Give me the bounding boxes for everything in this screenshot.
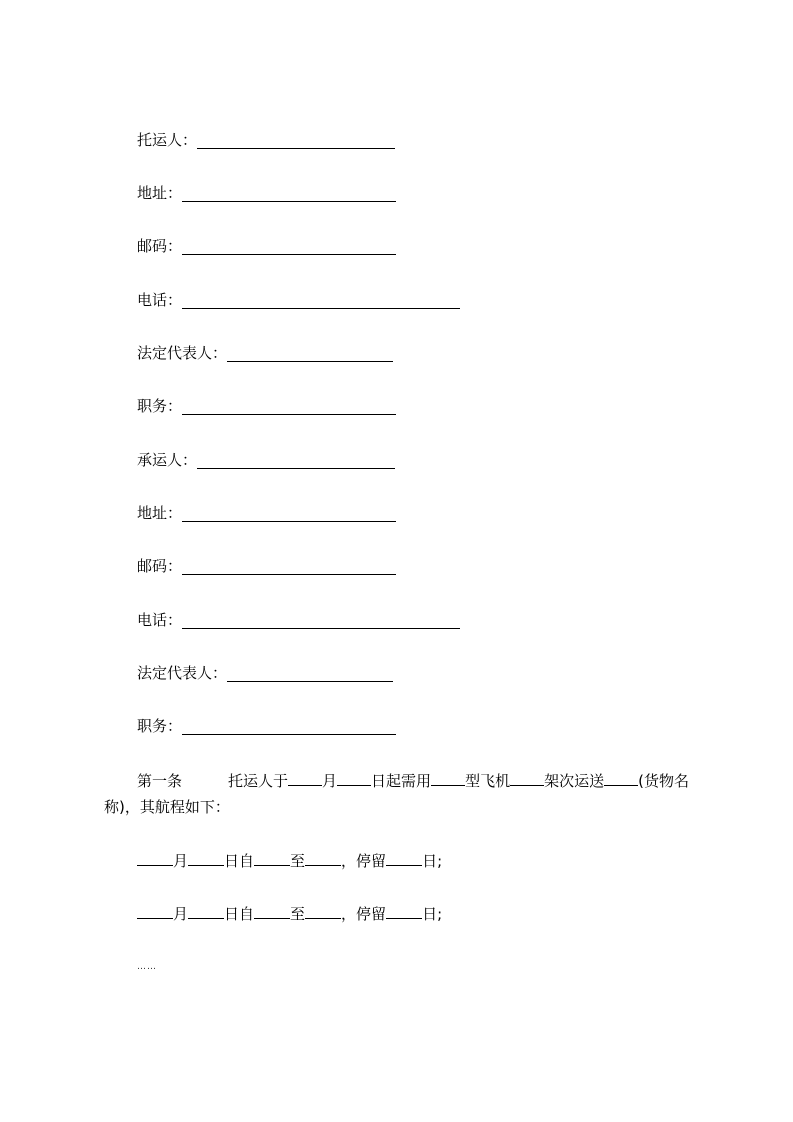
carrier-postcode-field bbox=[137, 557, 396, 575]
itinerary-blank-month[interactable] bbox=[137, 851, 173, 866]
carrier-title-field bbox=[137, 717, 396, 735]
shipper-name-field bbox=[137, 131, 395, 149]
shipper-postcode-blank[interactable] bbox=[182, 240, 396, 255]
article1-text-5: 架次运送 bbox=[544, 772, 605, 790]
article1-blank-day[interactable] bbox=[337, 771, 371, 786]
shipper-postcode-field bbox=[137, 237, 396, 255]
shipper-title-label: 职务： bbox=[137, 397, 183, 415]
shipper-phone-blank[interactable] bbox=[182, 294, 460, 309]
itinerary-blank-destination[interactable] bbox=[305, 851, 341, 866]
itinerary-stay-label: ，停留 bbox=[341, 905, 387, 923]
carrier-name-field bbox=[137, 451, 395, 469]
shipper-title-blank[interactable] bbox=[182, 400, 396, 415]
carrier-address-blank[interactable] bbox=[182, 507, 396, 522]
article1-blank-sorties[interactable] bbox=[510, 771, 544, 786]
carrier-legal-rep-field bbox=[137, 664, 393, 682]
article1-text-4: 型飞机 bbox=[465, 772, 511, 790]
carrier-phone-field bbox=[137, 611, 460, 629]
shipper-name-blank[interactable] bbox=[197, 134, 395, 149]
itinerary-month-label: 月 bbox=[173, 905, 189, 923]
carrier-title-label: 职务： bbox=[137, 717, 183, 735]
ellipsis: …… bbox=[137, 962, 157, 972]
carrier-postcode-blank[interactable] bbox=[182, 560, 396, 575]
itinerary-blank-origin[interactable] bbox=[254, 904, 290, 919]
shipper-address-label: 地址： bbox=[137, 184, 183, 202]
carrier-legal-rep-label: 法定代表人： bbox=[137, 664, 228, 682]
shipper-legal-rep-label: 法定代表人： bbox=[137, 344, 228, 362]
itinerary-day-end-label: 日; bbox=[422, 905, 443, 923]
article1-blank-aircraft-type[interactable] bbox=[431, 771, 465, 786]
carrier-address-label: 地址： bbox=[137, 504, 183, 522]
itinerary-blank-destination[interactable] bbox=[305, 904, 341, 919]
carrier-name-blank[interactable] bbox=[197, 454, 395, 469]
carrier-address-field bbox=[137, 504, 396, 522]
itinerary-to-label: 至 bbox=[290, 852, 306, 870]
itinerary-day-end-label: 日; bbox=[422, 852, 443, 870]
shipper-postcode-label: 邮码： bbox=[137, 237, 183, 255]
article1-text-6: (货物名 bbox=[638, 772, 689, 790]
shipper-name-label: 托运人： bbox=[137, 131, 198, 149]
carrier-phone-label: 电话： bbox=[137, 611, 183, 629]
shipper-legal-rep-blank[interactable] bbox=[227, 347, 393, 362]
itinerary-blank-stay-days[interactable] bbox=[386, 851, 422, 866]
itinerary-blank-stay-days[interactable] bbox=[386, 904, 422, 919]
itinerary-stay-label: ，停留 bbox=[341, 852, 387, 870]
shipper-phone-label: 电话： bbox=[137, 291, 183, 309]
shipper-address-blank[interactable] bbox=[182, 187, 396, 202]
itinerary-row bbox=[137, 851, 442, 870]
itinerary-blank-day[interactable] bbox=[188, 904, 224, 919]
article1-blank-cargo[interactable] bbox=[604, 771, 638, 786]
shipper-legal-rep-field bbox=[137, 344, 393, 362]
article1-text-1: 托运人于 bbox=[228, 772, 289, 790]
shipper-title-field bbox=[137, 397, 396, 415]
shipper-address-field bbox=[137, 184, 396, 202]
carrier-postcode-label: 邮码： bbox=[137, 557, 183, 575]
carrier-legal-rep-blank[interactable] bbox=[227, 667, 393, 682]
itinerary-blank-month[interactable] bbox=[137, 904, 173, 919]
article1-line1 bbox=[137, 771, 689, 790]
carrier-title-blank[interactable] bbox=[182, 720, 396, 735]
itinerary-month-label: 月 bbox=[173, 852, 189, 870]
itinerary-blank-day[interactable] bbox=[188, 851, 224, 866]
itinerary-blank-origin[interactable] bbox=[254, 851, 290, 866]
article1-text-2: 月 bbox=[322, 772, 338, 790]
article1-heading: 第一条 bbox=[137, 772, 183, 790]
carrier-phone-blank[interactable] bbox=[182, 614, 460, 629]
article1-line2: 称)，其航程如下： bbox=[104, 798, 230, 816]
shipper-phone-field bbox=[137, 291, 460, 309]
itinerary-to-label: 至 bbox=[290, 905, 306, 923]
itinerary-row bbox=[137, 904, 442, 923]
itinerary-day-from-label: 日自 bbox=[224, 905, 255, 923]
carrier-name-label: 承运人： bbox=[137, 451, 198, 469]
article1-blank-month[interactable] bbox=[288, 771, 322, 786]
itinerary-day-from-label: 日自 bbox=[224, 852, 255, 870]
article1-text-3: 日起需用 bbox=[371, 772, 432, 790]
